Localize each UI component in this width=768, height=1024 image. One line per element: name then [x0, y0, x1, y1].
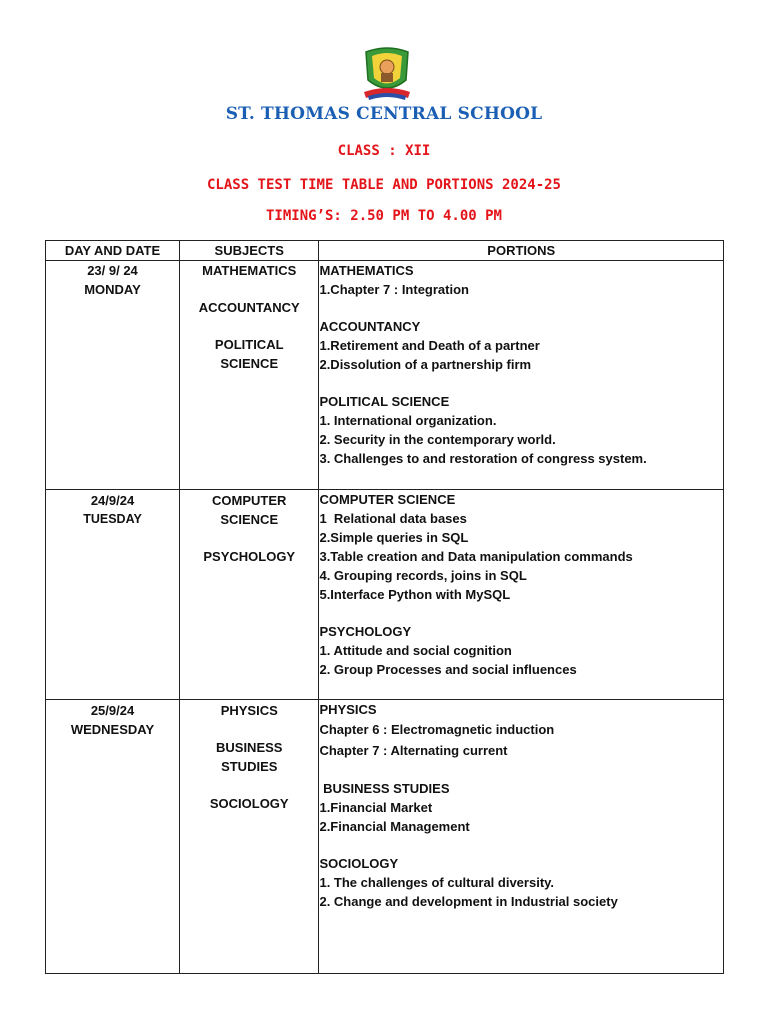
portion-block	[319, 779, 723, 836]
portion-heading: PHYSICS	[319, 702, 377, 717]
subjects-cell	[180, 700, 319, 974]
test-day: TUESDAY	[83, 512, 142, 526]
portion-item: 1.Retirement and Death of a partner	[319, 338, 540, 353]
portion-item: 5.Interface Python with MySQL	[319, 587, 511, 602]
portion-heading: POLITICAL SCIENCE	[319, 394, 450, 409]
subject-name: MATHEMATICS	[202, 263, 297, 278]
timetable	[45, 240, 724, 974]
portion-item: 3. Challenges to and restoration of congress system.	[319, 451, 647, 466]
subject-name: POLITICAL SCIENCE	[214, 337, 284, 371]
portion-item: 3.Table creation and Data manipulation commands	[319, 549, 633, 564]
day-date-cell	[46, 490, 180, 700]
portions-cell	[319, 261, 724, 490]
portions-cell	[319, 700, 724, 974]
portion-heading: COMPUTER SCIENCE	[319, 492, 456, 507]
subject-name: COMPUTER SCIENCE	[212, 493, 287, 527]
portion-item: 2.Financial Management	[319, 819, 470, 834]
table-row	[46, 490, 724, 700]
portions-cell	[319, 490, 724, 700]
column-header-subjects: SUBJECTS	[180, 241, 319, 261]
portion-block	[319, 490, 723, 604]
portion-block	[319, 317, 723, 374]
portion-item: 1 Relational data bases	[319, 511, 467, 526]
class-title: CLASS : XII	[337, 143, 431, 159]
portion-item: 2.Dissolution of a partnership firm	[319, 357, 532, 372]
portion-block	[319, 622, 723, 679]
portion-item: 1.Chapter 7 : Integration	[319, 282, 469, 297]
portion-heading: BUSINESS STUDIES	[319, 781, 450, 796]
portion-block	[319, 392, 723, 468]
test-day: WEDNESDAY	[70, 722, 155, 737]
portion-block	[319, 261, 723, 299]
column-header-day-date: DAY AND DATE	[46, 241, 180, 261]
portion-item: Chapter 6 : Electromagnetic induction	[319, 722, 555, 737]
day-date-cell	[46, 261, 180, 490]
portion-item: 1. The challenges of cultural diversity.	[319, 875, 555, 890]
school-name: ST. THOMAS CENTRAL SCHOOL	[225, 104, 543, 124]
table-row	[46, 261, 724, 490]
column-header-portions: PORTIONS	[319, 241, 724, 261]
portion-block	[319, 700, 723, 761]
portion-heading: SOCIOLOGY	[319, 856, 399, 871]
portion-heading: ACCOUNTANCY	[319, 319, 421, 334]
portion-heading: PSYCHOLOGY	[319, 624, 412, 639]
timing-line: TIMING’S: 2.50 PM TO 4.00 PM	[265, 208, 502, 224]
portion-item: 2. Group Processes and social influences	[319, 662, 577, 677]
subject-name: SOCIOLOGY	[209, 796, 289, 811]
timetable-title: CLASS TEST TIME TABLE AND PORTIONS 2024-25	[206, 177, 561, 193]
table-header-row	[46, 241, 724, 261]
test-day: MONDAY	[84, 282, 141, 297]
school-crest-logo	[362, 46, 412, 104]
test-date: 23/ 9/ 24	[87, 263, 138, 278]
subject-name: BUSINESS STUDIES	[216, 740, 283, 774]
portion-item: Chapter 7 : Alternating current	[319, 743, 508, 758]
subjects-cell	[180, 490, 319, 700]
table-row	[46, 700, 724, 974]
portion-heading: MATHEMATICS	[319, 263, 414, 278]
day-date-cell	[46, 700, 180, 974]
portion-item: 4. Grouping records, joins in SQL	[319, 568, 527, 583]
subject-name: PSYCHOLOGY	[203, 549, 296, 564]
test-date: 25/9/24	[90, 703, 135, 718]
portion-item: 2. Change and development in Industrial society	[319, 894, 618, 909]
portion-item: 1. Attitude and social cognition	[319, 643, 512, 658]
portion-item: 2.Simple queries in SQL	[319, 530, 469, 545]
subject-name: PHYSICS	[220, 703, 278, 718]
subject-name: ACCOUNTANCY	[198, 300, 300, 315]
portion-item: 1.Financial Market	[319, 800, 433, 815]
subjects-cell	[180, 261, 319, 490]
portion-block	[319, 854, 723, 911]
portion-item: 2. Security in the contemporary world.	[319, 432, 556, 447]
test-date: 24/9/24	[90, 493, 135, 508]
portion-item: 1. International organization.	[319, 413, 497, 428]
